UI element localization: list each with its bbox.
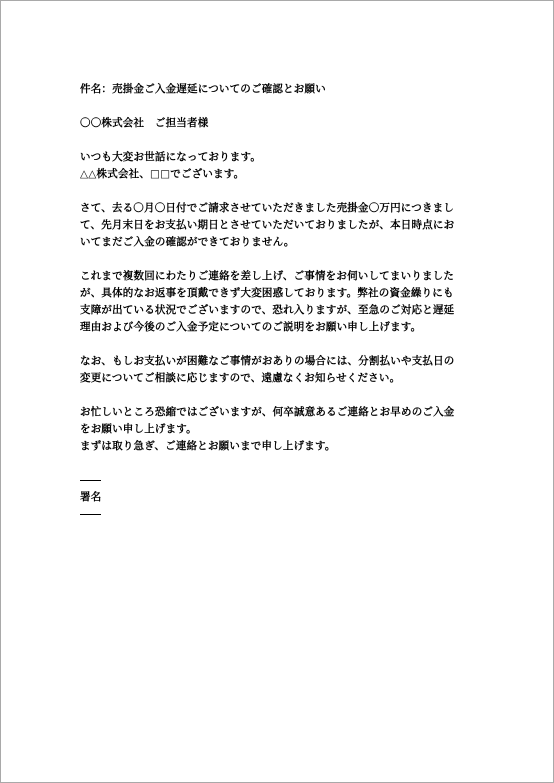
text-line: まずは取り急ぎ、ご連絡とお願いまで申し上げます。 — [80, 440, 336, 452]
body-paragraph-1 — [80, 200, 480, 251]
signature-block — [80, 480, 480, 515]
text-line: 理由および今後のご入金予定についてのご説明をお願い申し上げます。 — [80, 321, 422, 333]
spacer — [80, 183, 480, 200]
signature-label: 署名 — [80, 491, 102, 503]
body-paragraph-2 — [80, 268, 480, 336]
closing-paragraph — [80, 404, 480, 455]
recipient-line: 〇〇株式会社 ご担当者様 — [80, 117, 209, 129]
spacer — [80, 251, 480, 268]
signature-top-rule — [80, 480, 101, 481]
letter-body — [80, 81, 480, 523]
text-line: いてまだご入金の確認ができておりません。 — [80, 236, 295, 248]
spacer — [80, 336, 480, 353]
text-line: て、先月末日をお支払い期日とさせていただいておりましたが、本日時点にお — [80, 219, 455, 231]
text-line: 変更についてご相談に応じますので、遠慮なくお知らせください。 — [80, 372, 401, 384]
spacer — [80, 387, 480, 404]
signature-bottom-rule — [80, 514, 101, 515]
text-line: をお願い申し上げます。 — [80, 423, 197, 435]
subject-line: 件名：売掛金ご入金遅延についてのご確認とお願い — [80, 83, 326, 95]
spacer — [80, 98, 480, 115]
text-line: さて、去る〇月〇日付でご請求させていただきました売掛金〇万円につきまし — [80, 202, 455, 214]
text-line: が、具体的なお返事を頂戴できず大変困惑しております。弊社の資金繰りにも — [80, 287, 454, 299]
text-line: なお、もしお支払いが困難なご事情がおありの場合には、分割払いや支払日の — [80, 355, 455, 367]
text-line: いつも大変お世話になっております。 — [80, 151, 262, 163]
text-line: 支障が出ている状況でございますので、恐れ入りますが、至急のご対応と遅延 — [80, 304, 455, 316]
body-paragraph-3 — [80, 353, 480, 387]
text-line: これまで複数回にわたりご連絡を差し上げ、ご事情をお伺いしてまいりました — [80, 270, 455, 282]
text-line: お忙しいところ恐縮ではございますが、何卒誠意あるご連絡とお早めのご入金 — [80, 406, 455, 418]
greeting-paragraph — [80, 149, 480, 183]
spacer — [80, 132, 480, 149]
spacer — [80, 455, 480, 472]
text-line: △△株式会社、□□でございます。 — [80, 168, 245, 180]
